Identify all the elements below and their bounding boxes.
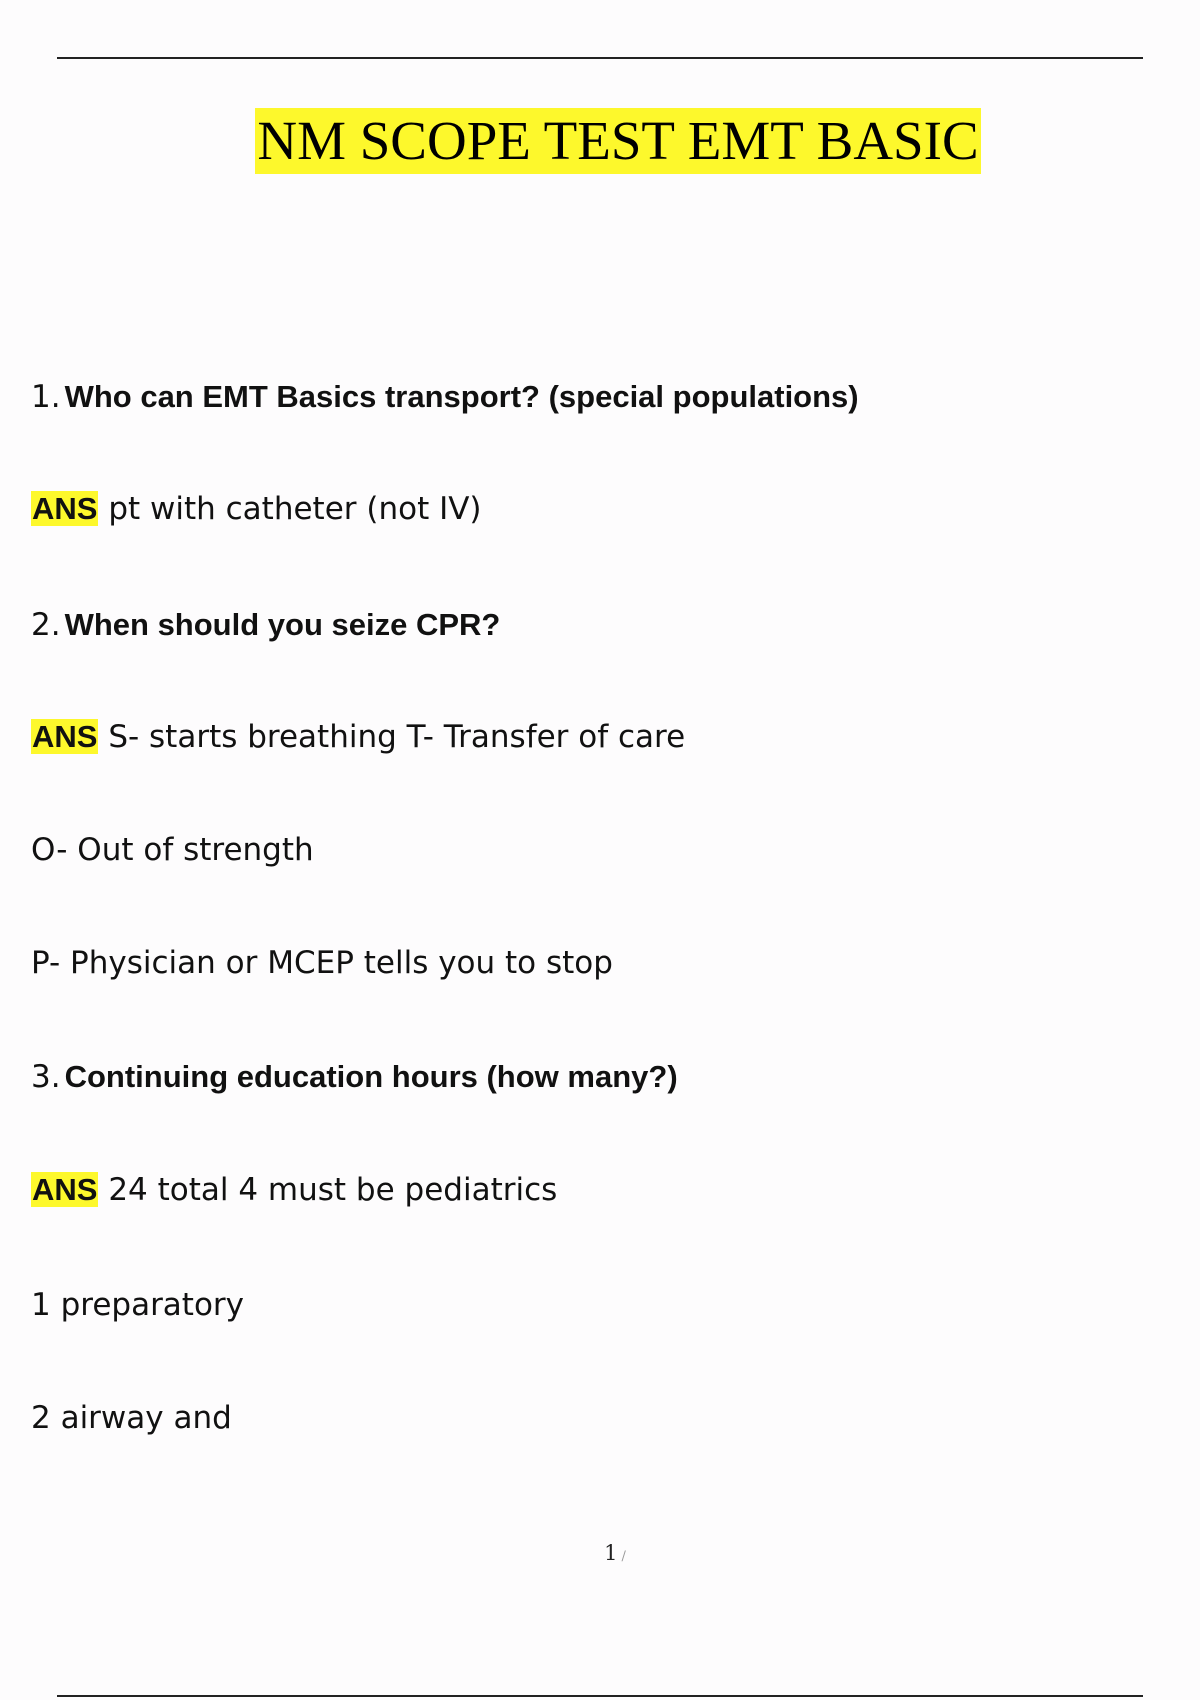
question-text: Continuing education hours (how many?) [64,1059,678,1094]
page-separator: / [621,1549,626,1564]
answer-label: ANS [32,491,98,526]
question-3 [31,1057,678,1097]
answer-2 [31,717,685,757]
question-text: When should you seize CPR? [64,607,501,642]
answer-2-continuation-1: O- Out of strength [31,832,314,868]
answer-label: ANS [32,719,98,754]
answer-1 [31,489,482,529]
question-1 [31,377,859,417]
page-number-footer [0,1541,1200,1565]
answer-text: pt with catheter (not IV) [108,491,482,527]
answer-3 [31,1170,557,1210]
top-rule [57,57,1143,59]
question-text: Who can EMT Basics transport? (special populations) [64,379,859,414]
question-2 [31,605,500,645]
question-number: 3. [31,1059,61,1095]
document-title: NM SCOPE TEST EMT BASIC [255,108,980,174]
answer-label: ANS [32,1172,98,1207]
answer-2-continuation-2: P- Physician or MCEP tells you to stop [31,945,613,981]
answer-text: 24 total 4 must be pediatrics [108,1172,558,1208]
answer-3-continuation-1: 1 preparatory [31,1287,245,1323]
question-number: 1. [31,379,61,415]
answer-text: S- starts breathing T- Transfer of care [108,719,686,755]
page-number: 1 [604,1541,618,1565]
title-container [0,108,1200,174]
answer-3-continuation-2: 2 airway and [31,1400,232,1436]
bottom-rule [57,1695,1143,1697]
question-number: 2. [31,607,61,643]
